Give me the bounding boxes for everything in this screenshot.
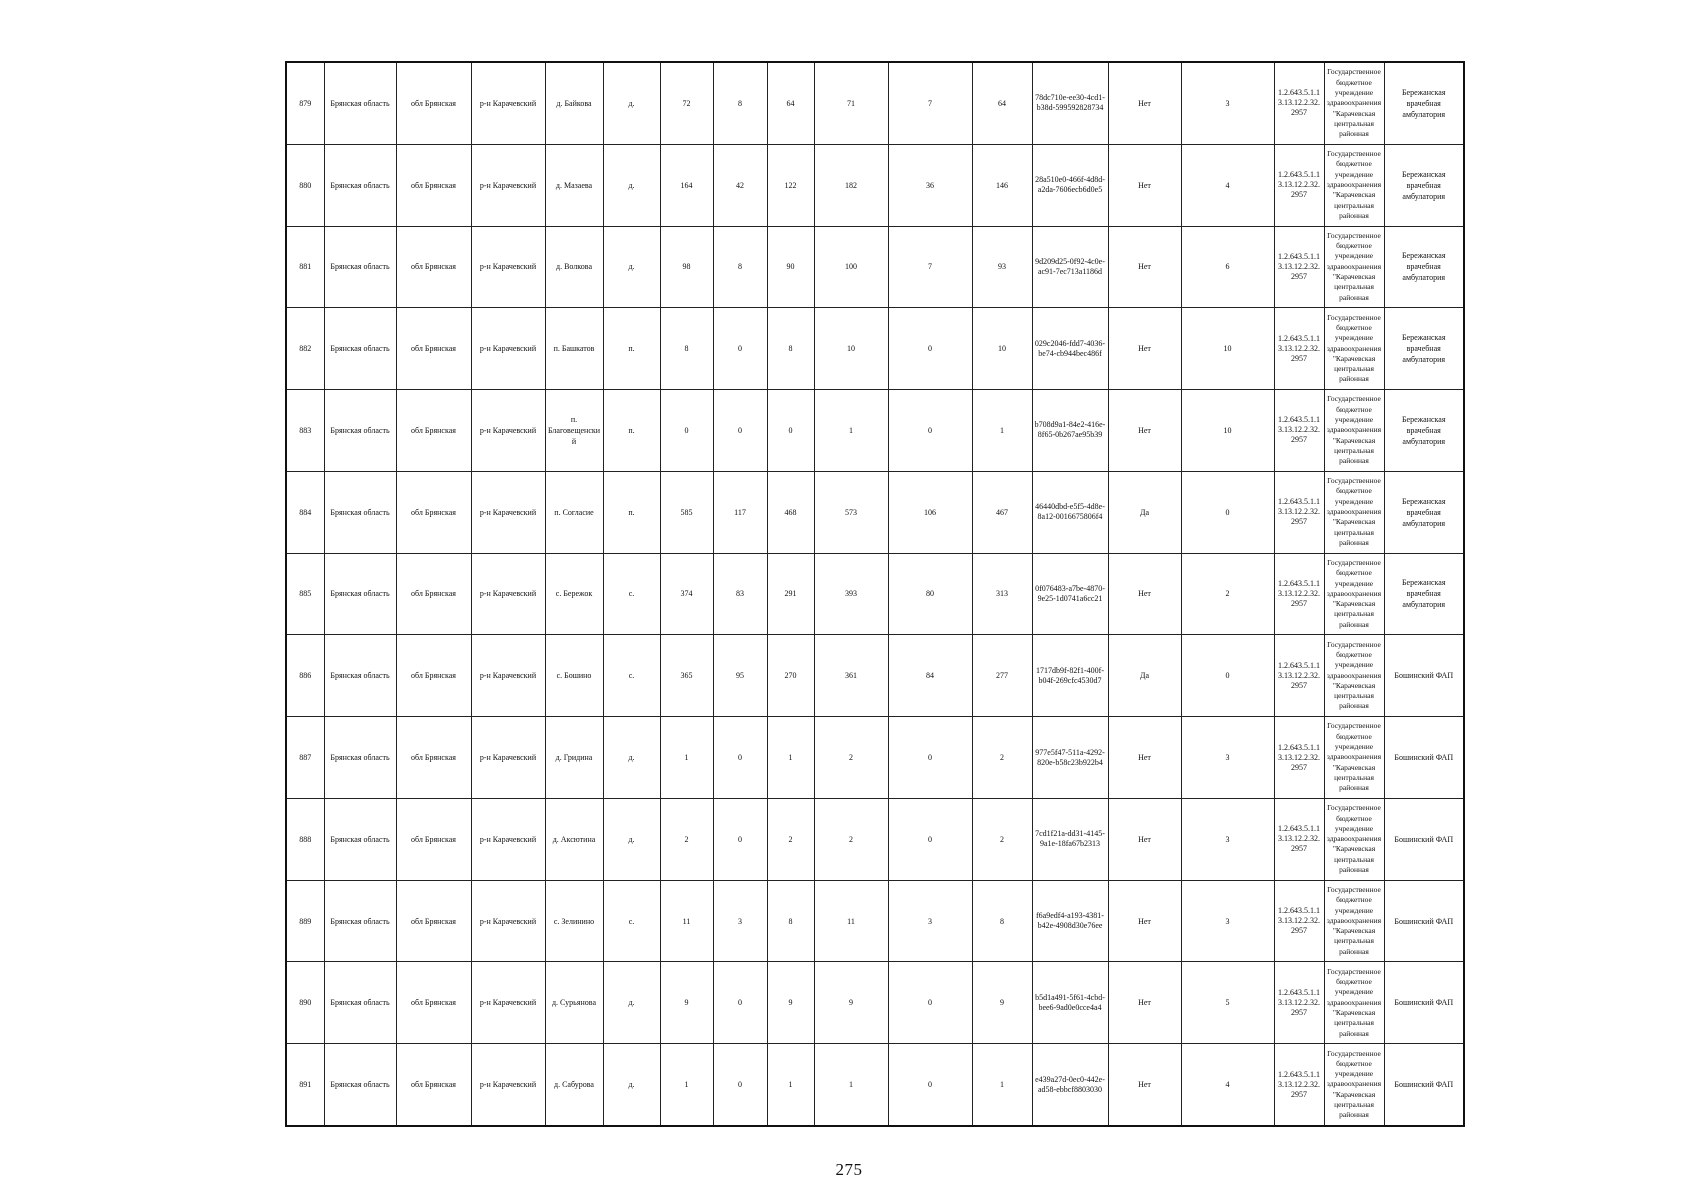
table-row	[286, 553, 1464, 635]
cell-c5: 84	[888, 635, 972, 717]
cell-c3: 0	[767, 390, 814, 472]
cell-org: Государственное бюджетное учреждение здравоохранения "Карачевская центральная районная	[1324, 962, 1384, 1044]
cell-c6: 2	[972, 717, 1032, 799]
cell-c1: 72	[660, 62, 713, 144]
cell-fias-id: 46440dbd-e5f5-4d8e-8a12-0016675806f4	[1032, 471, 1108, 553]
cell-flag: Да	[1108, 471, 1181, 553]
cell-c3: 1	[767, 717, 814, 799]
cell-c2: 0	[713, 308, 767, 390]
cell-region: Брянская область	[324, 553, 396, 635]
cell-c6: 64	[972, 62, 1032, 144]
cell-distance: 10	[1181, 390, 1274, 472]
cell-c6: 313	[972, 553, 1032, 635]
cell-c3: 8	[767, 880, 814, 962]
cell-rayon: р-н Карачевский	[471, 635, 545, 717]
cell-num: 882	[286, 308, 324, 390]
cell-flag: Нет	[1108, 308, 1181, 390]
cell-type: п.	[603, 390, 660, 472]
cell-c5: 106	[888, 471, 972, 553]
cell-c2: 0	[713, 717, 767, 799]
cell-unit: Бережанская врачебная амбулатория	[1384, 308, 1464, 390]
cell-distance: 4	[1181, 144, 1274, 226]
cell-settlement: д. Волкова	[545, 226, 603, 308]
cell-type: д.	[603, 144, 660, 226]
cell-c1: 1	[660, 1044, 713, 1126]
cell-settlement: д. Байкова	[545, 62, 603, 144]
cell-distance: 3	[1181, 798, 1274, 880]
cell-flag: Нет	[1108, 717, 1181, 799]
cell-unit: Бошинский ФАП	[1384, 717, 1464, 799]
cell-c4: 361	[814, 635, 888, 717]
cell-unit: Бережанская врачебная амбулатория	[1384, 144, 1464, 226]
cell-c6: 93	[972, 226, 1032, 308]
cell-c4: 182	[814, 144, 888, 226]
cell-org: Государственное бюджетное учреждение здравоохранения "Карачевская центральная районная	[1324, 798, 1384, 880]
cell-c2: 0	[713, 1044, 767, 1126]
cell-distance: 6	[1181, 226, 1274, 308]
cell-region: Брянская область	[324, 144, 396, 226]
cell-c6: 1	[972, 1044, 1032, 1126]
cell-region: Брянская область	[324, 717, 396, 799]
cell-c3: 9	[767, 962, 814, 1044]
cell-district-type: обл Брянская	[396, 635, 471, 717]
cell-rayon: р-н Карачевский	[471, 390, 545, 472]
cell-c6: 9	[972, 962, 1032, 1044]
cell-c1: 365	[660, 635, 713, 717]
cell-num: 888	[286, 798, 324, 880]
cell-c2: 42	[713, 144, 767, 226]
cell-settlement: д. Мазаева	[545, 144, 603, 226]
cell-region: Брянская область	[324, 635, 396, 717]
cell-rayon: р-н Карачевский	[471, 717, 545, 799]
table-row	[286, 962, 1464, 1044]
table-row	[286, 390, 1464, 472]
cell-c2: 8	[713, 62, 767, 144]
cell-type: с.	[603, 880, 660, 962]
cell-c1: 374	[660, 553, 713, 635]
table-row	[286, 635, 1464, 717]
cell-district-type: обл Брянская	[396, 390, 471, 472]
cell-c1: 98	[660, 226, 713, 308]
cell-fias-id: b708d9a1-84e2-416e-8f65-0b267ae95b39	[1032, 390, 1108, 472]
cell-c5: 0	[888, 1044, 972, 1126]
cell-rayon: р-н Карачевский	[471, 62, 545, 144]
cell-unit: Бережанская врачебная амбулатория	[1384, 226, 1464, 308]
cell-c1: 9	[660, 962, 713, 1044]
cell-c4: 9	[814, 962, 888, 1044]
table-row	[286, 144, 1464, 226]
cell-org: Государственное бюджетное учреждение здравоохранения "Карачевская центральная районная	[1324, 471, 1384, 553]
cell-c6: 10	[972, 308, 1032, 390]
cell-c3: 8	[767, 308, 814, 390]
cell-settlement: п. Башкатов	[545, 308, 603, 390]
cell-flag: Нет	[1108, 62, 1181, 144]
cell-org: Государственное бюджетное учреждение здравоохранения "Карачевская центральная районная	[1324, 308, 1384, 390]
cell-district-type: обл Брянская	[396, 226, 471, 308]
cell-num: 884	[286, 471, 324, 553]
cell-c3: 64	[767, 62, 814, 144]
cell-c4: 1	[814, 390, 888, 472]
cell-region: Брянская область	[324, 880, 396, 962]
cell-district-type: обл Брянская	[396, 308, 471, 390]
table-row	[286, 1044, 1464, 1126]
cell-c4: 573	[814, 471, 888, 553]
cell-district-type: обл Брянская	[396, 62, 471, 144]
cell-c6: 1	[972, 390, 1032, 472]
cell-num: 883	[286, 390, 324, 472]
cell-org: Государственное бюджетное учреждение здравоохранения "Карачевская центральная районная	[1324, 62, 1384, 144]
cell-settlement: с. Зелинино	[545, 880, 603, 962]
cell-c4: 2	[814, 717, 888, 799]
table-row	[286, 880, 1464, 962]
cell-rayon: р-н Карачевский	[471, 144, 545, 226]
data-table	[285, 61, 1465, 1127]
cell-org: Государственное бюджетное учреждение здравоохранения "Карачевская центральная районная	[1324, 1044, 1384, 1126]
cell-c4: 1	[814, 1044, 888, 1126]
cell-c1: 2	[660, 798, 713, 880]
cell-unit: Бережанская врачебная амбулатория	[1384, 390, 1464, 472]
cell-oid: 1.2.643.5.1.13.13.12.2.32.2957	[1274, 144, 1324, 226]
cell-c5: 0	[888, 717, 972, 799]
cell-district-type: обл Брянская	[396, 880, 471, 962]
table-row	[286, 798, 1464, 880]
cell-region: Брянская область	[324, 62, 396, 144]
cell-fias-id: 1717db9f-82f1-400f-b04f-269cfc4530d7	[1032, 635, 1108, 717]
cell-c1: 164	[660, 144, 713, 226]
cell-oid: 1.2.643.5.1.13.13.12.2.32.2957	[1274, 62, 1324, 144]
cell-flag: Нет	[1108, 798, 1181, 880]
cell-distance: 10	[1181, 308, 1274, 390]
cell-c2: 3	[713, 880, 767, 962]
cell-fias-id: 7cd1f21a-dd31-4145-9a1e-18fa67b2313	[1032, 798, 1108, 880]
cell-flag: Нет	[1108, 226, 1181, 308]
cell-settlement: с. Бережок	[545, 553, 603, 635]
cell-c6: 146	[972, 144, 1032, 226]
cell-rayon: р-н Карачевский	[471, 226, 545, 308]
cell-settlement: д. Гридина	[545, 717, 603, 799]
cell-num: 881	[286, 226, 324, 308]
cell-c5: 0	[888, 390, 972, 472]
cell-c4: 10	[814, 308, 888, 390]
cell-unit: Бошинский ФАП	[1384, 635, 1464, 717]
cell-c3: 1	[767, 1044, 814, 1126]
cell-rayon: р-н Карачевский	[471, 1044, 545, 1126]
cell-type: д.	[603, 962, 660, 1044]
cell-c4: 11	[814, 880, 888, 962]
cell-flag: Нет	[1108, 880, 1181, 962]
cell-unit: Бережанская врачебная амбулатория	[1384, 553, 1464, 635]
cell-c2: 0	[713, 390, 767, 472]
table-row	[286, 226, 1464, 308]
cell-c2: 0	[713, 962, 767, 1044]
cell-rayon: р-н Карачевский	[471, 553, 545, 635]
cell-oid: 1.2.643.5.1.13.13.12.2.32.2957	[1274, 798, 1324, 880]
cell-c5: 7	[888, 62, 972, 144]
cell-settlement: п. Согласие	[545, 471, 603, 553]
cell-district-type: обл Брянская	[396, 553, 471, 635]
cell-oid: 1.2.643.5.1.13.13.12.2.32.2957	[1274, 390, 1324, 472]
cell-distance: 0	[1181, 635, 1274, 717]
cell-c1: 0	[660, 390, 713, 472]
cell-type: п.	[603, 471, 660, 553]
cell-distance: 5	[1181, 962, 1274, 1044]
cell-fias-id: 78dc710e-ee30-4cd1-b38d-599592828734	[1032, 62, 1108, 144]
cell-c6: 277	[972, 635, 1032, 717]
cell-settlement: д. Сурьянова	[545, 962, 603, 1044]
cell-rayon: р-н Карачевский	[471, 471, 545, 553]
cell-c2: 0	[713, 798, 767, 880]
table-row	[286, 717, 1464, 799]
cell-distance: 0	[1181, 471, 1274, 553]
cell-c6: 8	[972, 880, 1032, 962]
cell-c5: 0	[888, 308, 972, 390]
cell-unit: Бережанская врачебная амбулатория	[1384, 471, 1464, 553]
cell-rayon: р-н Карачевский	[471, 880, 545, 962]
cell-fias-id: 0f076483-a7be-4870-9e25-1d0741a6cc21	[1032, 553, 1108, 635]
cell-flag: Нет	[1108, 1044, 1181, 1126]
cell-num: 890	[286, 962, 324, 1044]
cell-c1: 585	[660, 471, 713, 553]
table-body	[286, 62, 1464, 1126]
cell-c3: 468	[767, 471, 814, 553]
cell-distance: 3	[1181, 717, 1274, 799]
cell-c4: 393	[814, 553, 888, 635]
cell-org: Государственное бюджетное учреждение здравоохранения "Карачевская центральная районная	[1324, 144, 1384, 226]
cell-c2: 8	[713, 226, 767, 308]
cell-settlement: с. Бошино	[545, 635, 603, 717]
cell-c1: 8	[660, 308, 713, 390]
cell-oid: 1.2.643.5.1.13.13.12.2.32.2957	[1274, 717, 1324, 799]
cell-type: д.	[603, 1044, 660, 1126]
cell-fias-id: b5d1a491-5f61-4cbd-bee6-9ad0e0cce4a4	[1032, 962, 1108, 1044]
cell-c5: 0	[888, 962, 972, 1044]
table-row	[286, 308, 1464, 390]
cell-type: с.	[603, 635, 660, 717]
cell-unit: Бошинский ФАП	[1384, 880, 1464, 962]
cell-region: Брянская область	[324, 798, 396, 880]
cell-district-type: обл Брянская	[396, 1044, 471, 1126]
cell-settlement: д. Сабурова	[545, 1044, 603, 1126]
cell-oid: 1.2.643.5.1.13.13.12.2.32.2957	[1274, 471, 1324, 553]
cell-flag: Нет	[1108, 390, 1181, 472]
cell-c6: 2	[972, 798, 1032, 880]
cell-num: 886	[286, 635, 324, 717]
cell-distance: 4	[1181, 1044, 1274, 1126]
cell-type: д.	[603, 798, 660, 880]
cell-flag: Нет	[1108, 962, 1181, 1044]
cell-fias-id: e439a27d-0ec0-442e-ad58-ebbcf8803030	[1032, 1044, 1108, 1126]
cell-oid: 1.2.643.5.1.13.13.12.2.32.2957	[1274, 1044, 1324, 1126]
cell-unit: Бошинский ФАП	[1384, 962, 1464, 1044]
cell-district-type: обл Брянская	[396, 798, 471, 880]
cell-oid: 1.2.643.5.1.13.13.12.2.32.2957	[1274, 880, 1324, 962]
cell-fias-id: 029c2046-fdd7-4036-be74-cb944bec486f	[1032, 308, 1108, 390]
cell-region: Брянская область	[324, 1044, 396, 1126]
cell-district-type: обл Брянская	[396, 717, 471, 799]
cell-c1: 1	[660, 717, 713, 799]
cell-c3: 291	[767, 553, 814, 635]
cell-oid: 1.2.643.5.1.13.13.12.2.32.2957	[1274, 553, 1324, 635]
cell-flag: Нет	[1108, 553, 1181, 635]
cell-c3: 122	[767, 144, 814, 226]
cell-rayon: р-н Карачевский	[471, 962, 545, 1044]
cell-unit: Бошинский ФАП	[1384, 798, 1464, 880]
cell-distance: 3	[1181, 62, 1274, 144]
cell-c5: 3	[888, 880, 972, 962]
cell-fias-id: 28a510e0-466f-4d8d-a2da-7606ecb6d0e5	[1032, 144, 1108, 226]
cell-c4: 2	[814, 798, 888, 880]
cell-flag: Нет	[1108, 144, 1181, 226]
cell-oid: 1.2.643.5.1.13.13.12.2.32.2957	[1274, 226, 1324, 308]
cell-oid: 1.2.643.5.1.13.13.12.2.32.2957	[1274, 635, 1324, 717]
cell-c6: 467	[972, 471, 1032, 553]
cell-org: Государственное бюджетное учреждение здравоохранения "Карачевская центральная районная	[1324, 880, 1384, 962]
cell-fias-id: f6a9edf4-a193-4381-b42e-4908d30e76ee	[1032, 880, 1108, 962]
cell-org: Государственное бюджетное учреждение здравоохранения "Карачевская центральная районная	[1324, 390, 1384, 472]
cell-region: Брянская область	[324, 390, 396, 472]
cell-num: 885	[286, 553, 324, 635]
cell-type: с.	[603, 553, 660, 635]
cell-c5: 7	[888, 226, 972, 308]
cell-type: п.	[603, 308, 660, 390]
cell-settlement: п. Благовещенский	[545, 390, 603, 472]
cell-region: Брянская область	[324, 962, 396, 1044]
cell-org: Государственное бюджетное учреждение здравоохранения "Карачевская центральная районная	[1324, 226, 1384, 308]
cell-type: д.	[603, 717, 660, 799]
cell-district-type: обл Брянская	[396, 962, 471, 1044]
cell-distance: 2	[1181, 553, 1274, 635]
cell-type: д.	[603, 226, 660, 308]
cell-district-type: обл Брянская	[396, 144, 471, 226]
cell-org: Государственное бюджетное учреждение здравоохранения "Карачевская центральная районная	[1324, 635, 1384, 717]
cell-c5: 0	[888, 798, 972, 880]
cell-flag: Да	[1108, 635, 1181, 717]
table-row	[286, 62, 1464, 144]
cell-c3: 2	[767, 798, 814, 880]
cell-c5: 80	[888, 553, 972, 635]
cell-unit: Бережанская врачебная амбулатория	[1384, 62, 1464, 144]
cell-num: 887	[286, 717, 324, 799]
cell-region: Брянская область	[324, 226, 396, 308]
cell-org: Государственное бюджетное учреждение здравоохранения "Карачевская центральная районная	[1324, 717, 1384, 799]
cell-c2: 117	[713, 471, 767, 553]
cell-fias-id: 9d209d25-0f92-4c0e-ac91-7ec713a1186d	[1032, 226, 1108, 308]
cell-fias-id: 977e5f47-511a-4292-820e-b58c23b922b4	[1032, 717, 1108, 799]
cell-c4: 71	[814, 62, 888, 144]
cell-unit: Бошинский ФАП	[1384, 1044, 1464, 1126]
cell-c4: 100	[814, 226, 888, 308]
cell-c2: 83	[713, 553, 767, 635]
cell-c3: 270	[767, 635, 814, 717]
page-number: 275	[835, 1160, 863, 1179]
cell-c1: 11	[660, 880, 713, 962]
cell-settlement: д. Аксютина	[545, 798, 603, 880]
cell-rayon: р-н Карачевский	[471, 308, 545, 390]
cell-region: Брянская область	[324, 308, 396, 390]
cell-region: Брянская область	[324, 471, 396, 553]
cell-rayon: р-н Карачевский	[471, 798, 545, 880]
cell-org: Государственное бюджетное учреждение здравоохранения "Карачевская центральная районная	[1324, 553, 1384, 635]
cell-c2: 95	[713, 635, 767, 717]
cell-c3: 90	[767, 226, 814, 308]
cell-district-type: обл Брянская	[396, 471, 471, 553]
cell-num: 889	[286, 880, 324, 962]
cell-type: д.	[603, 62, 660, 144]
cell-oid: 1.2.643.5.1.13.13.12.2.32.2957	[1274, 308, 1324, 390]
cell-num: 880	[286, 144, 324, 226]
cell-num: 879	[286, 62, 324, 144]
cell-c5: 36	[888, 144, 972, 226]
cell-num: 891	[286, 1044, 324, 1126]
cell-distance: 3	[1181, 880, 1274, 962]
table-row	[286, 471, 1464, 553]
cell-oid: 1.2.643.5.1.13.13.12.2.32.2957	[1274, 962, 1324, 1044]
